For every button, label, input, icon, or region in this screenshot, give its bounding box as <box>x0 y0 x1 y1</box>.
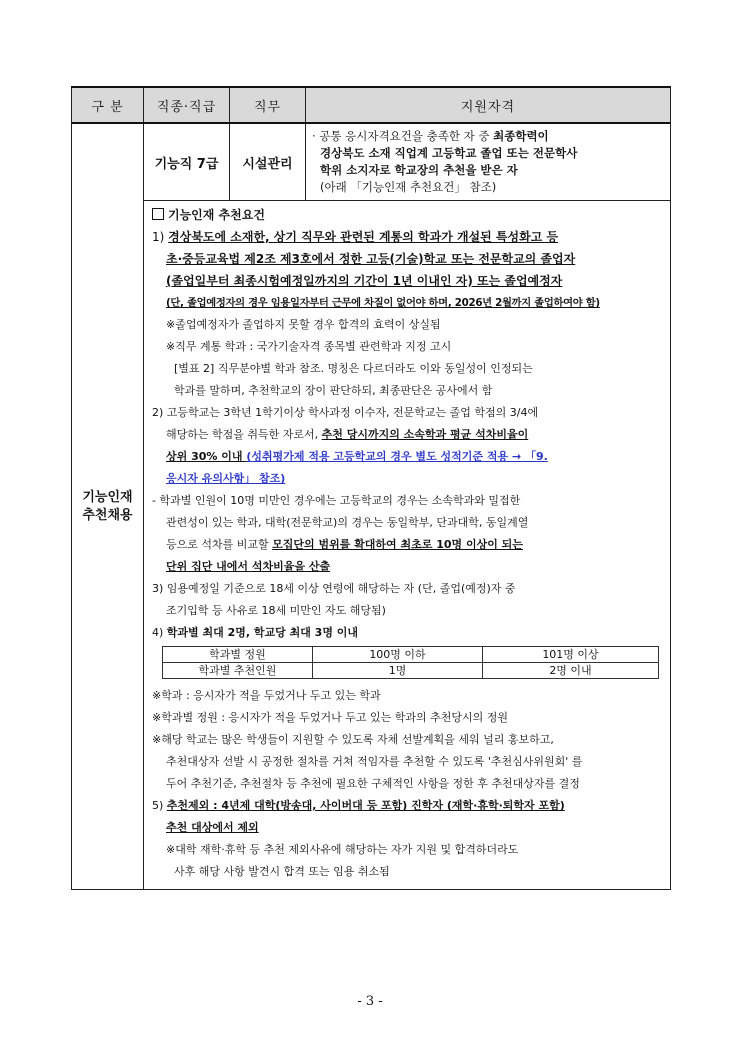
note: ※해당 학교는 많은 학생들이 지원할 수 있도록 자체 선발계획을 세워 널리 홍보하고, <box>152 733 554 746</box>
requirements-cell <box>144 201 671 890</box>
item-number: 1) <box>152 230 169 244</box>
note: ※학과별 정원 : 응시자가 적을 두었거나 두고 있는 학과의 추천당시의 정원 <box>152 711 509 724</box>
qualification-cell <box>306 123 671 201</box>
header-category: 구 분 <box>72 87 144 123</box>
item4-text: 학과별 최대 2명, 학교당 최대 3명 이내 <box>166 626 359 639</box>
page-number: - 3 - <box>357 994 383 1009</box>
item2-text-bold: 상위 30% 이내 <box>166 450 247 463</box>
qual-text-bold: 학위 소지자로 학교장의 추천을 받은 자 <box>320 163 518 177</box>
item1-text: (단, 졸업예정자의 경우 임용일자부터 근무에 차질이 없어야 하며, 2026년 2월까지 졸업하여야 함) <box>166 297 600 309</box>
table-row <box>163 647 659 663</box>
category-cell <box>72 123 144 890</box>
qual-text-bold: 경상북도 소재 직업계 고등학교 졸업 또는 전문학사 <box>320 146 578 160</box>
item1-text: 경상북도에 소재한, 상기 직무와 관련된 계통의 학과가 개설된 특성화고 등 <box>168 230 559 244</box>
item-number: 5) <box>152 799 167 812</box>
item-number: 4) <box>152 626 167 639</box>
qualification-table <box>71 86 671 890</box>
dash-text: 관련성이 있는 학과, 대학(전문학교)의 경우는 동일학부, 단과대학, 동일계열 <box>166 516 529 529</box>
dash-text-bold: 단위 집단 내에서 석차비율을 산출 <box>166 560 331 573</box>
item3-text: 3) 임용예정일 기준으로 18세 이상 연령에 해당하는 자 (단, 졸업(예정)자 중 <box>152 582 516 595</box>
table-cell: 101명 이상 <box>483 647 659 663</box>
note: ※학과 : 응시자가 적을 두었거나 두고 있는 학과 <box>152 689 381 702</box>
item1-text: (졸업일부터 최종시험예정일까지의 기간이 1년 이내인 자) 또는 졸업예정자 <box>166 274 563 288</box>
grade-cell: 기능직 7급 <box>144 123 230 201</box>
dash-text: - 학과별 인원이 10명 미만인 경우에는 고등학교의 경우는 소속학과와 밀접한 <box>152 494 521 507</box>
header-duty: 직무 <box>230 87 306 123</box>
header-qualification: 지원자격 <box>306 87 671 123</box>
checkbox-square-icon <box>152 208 164 220</box>
dash-text-bold: 모집단의 범위를 확대하여 최초로 10명 이상이 되는 <box>272 538 523 551</box>
item2-text: 2) 고등학교는 3학년 1학기이상 학사과정 이수자, 전문학교는 졸업 학점의 3/4에 <box>152 406 539 419</box>
note: ※직무 계통 학과 : 국가기술자격 종목별 관련학과 지정 고시 <box>166 340 452 353</box>
item1-text: 초·중등교육법 제2조 제3호에서 정한 고등(기술)학교 또는 전문학교의 졸업자 <box>166 252 576 266</box>
header-grade: 직종·직급 <box>144 87 230 123</box>
table-header-row <box>72 87 671 123</box>
note: [별표 2] 직무분야별 학과 참조. 명칭은 다르더라도 이와 동일성이 인정되는 <box>174 362 533 375</box>
table-row <box>72 123 671 201</box>
table-row <box>163 663 659 679</box>
note: ※졸업예정자가 졸업하지 못할 경우 합격의 효력이 상실됨 <box>166 318 441 331</box>
qual-text: · 공통 응시자격요건을 충족한 자 중 <box>312 129 494 143</box>
note: 사후 해당 사항 발견시 합격 또는 임용 취소됨 <box>174 865 390 878</box>
item3-text: 조기입학 등 사유로 18세 미만인 자도 해당됨) <box>166 604 386 617</box>
item5-text: 추천 대상에서 제외 <box>166 821 259 834</box>
note: 추천대상자 선발 시 공정한 절차를 거쳐 적임자를 추천할 수 있도록 '추천심사위원회' 를 <box>166 755 583 768</box>
quota-table <box>162 646 659 679</box>
duty-cell: 시설관리 <box>230 123 306 201</box>
note: 두어 추천기준, 추천절차 등 추천에 필요한 구체적인 사항을 정한 후 추천대상자를 결정 <box>166 777 580 790</box>
table-cell: 100명 이하 <box>313 647 483 663</box>
item5-text: 추천제외 : 4년제 대학(방송대, 사이버대 등 포함) 진학자 (재학·휴학·퇴학자 포함) <box>166 799 565 812</box>
table-cell: 학과별 정원 <box>163 647 313 663</box>
item2-link-text: 응시자 유의사항」 참조) <box>166 472 286 485</box>
note: ※대학 재학·휴학 등 추천 제외사유에 해당하는 자가 지원 및 합격하더라도 <box>166 843 519 856</box>
item2-text: 해당하는 학점을 취득한 자로서, <box>166 428 322 441</box>
item2-link-text: (성취평가제 적용 고등학교의 경우 별도 성적기준 적용 → 「9. <box>246 450 548 463</box>
table-cell: 1명 <box>313 663 483 679</box>
category-line: 기능인재 <box>82 489 133 505</box>
category-line: 추천채용 <box>82 507 133 523</box>
item2-text-bold: 추천 당시까지의 소속학과 평균 석차비율이 <box>321 428 529 441</box>
qual-text-bold: 최종학력이 <box>493 129 549 143</box>
dash-text: 등으로 석차를 비교할 <box>166 538 273 551</box>
qual-note: (아래 「기능인재 추천요건」 참조) <box>320 180 497 194</box>
requirements-title: 기능인재 추천요건 <box>168 208 265 222</box>
table-row <box>72 201 671 890</box>
table-cell: 2명 이내 <box>483 663 659 679</box>
note: 학과를 말하며, 추천학교의 장이 판단하되, 최종판단은 공사에서 함 <box>174 384 493 397</box>
table-cell: 학과별 추천인원 <box>163 663 313 679</box>
